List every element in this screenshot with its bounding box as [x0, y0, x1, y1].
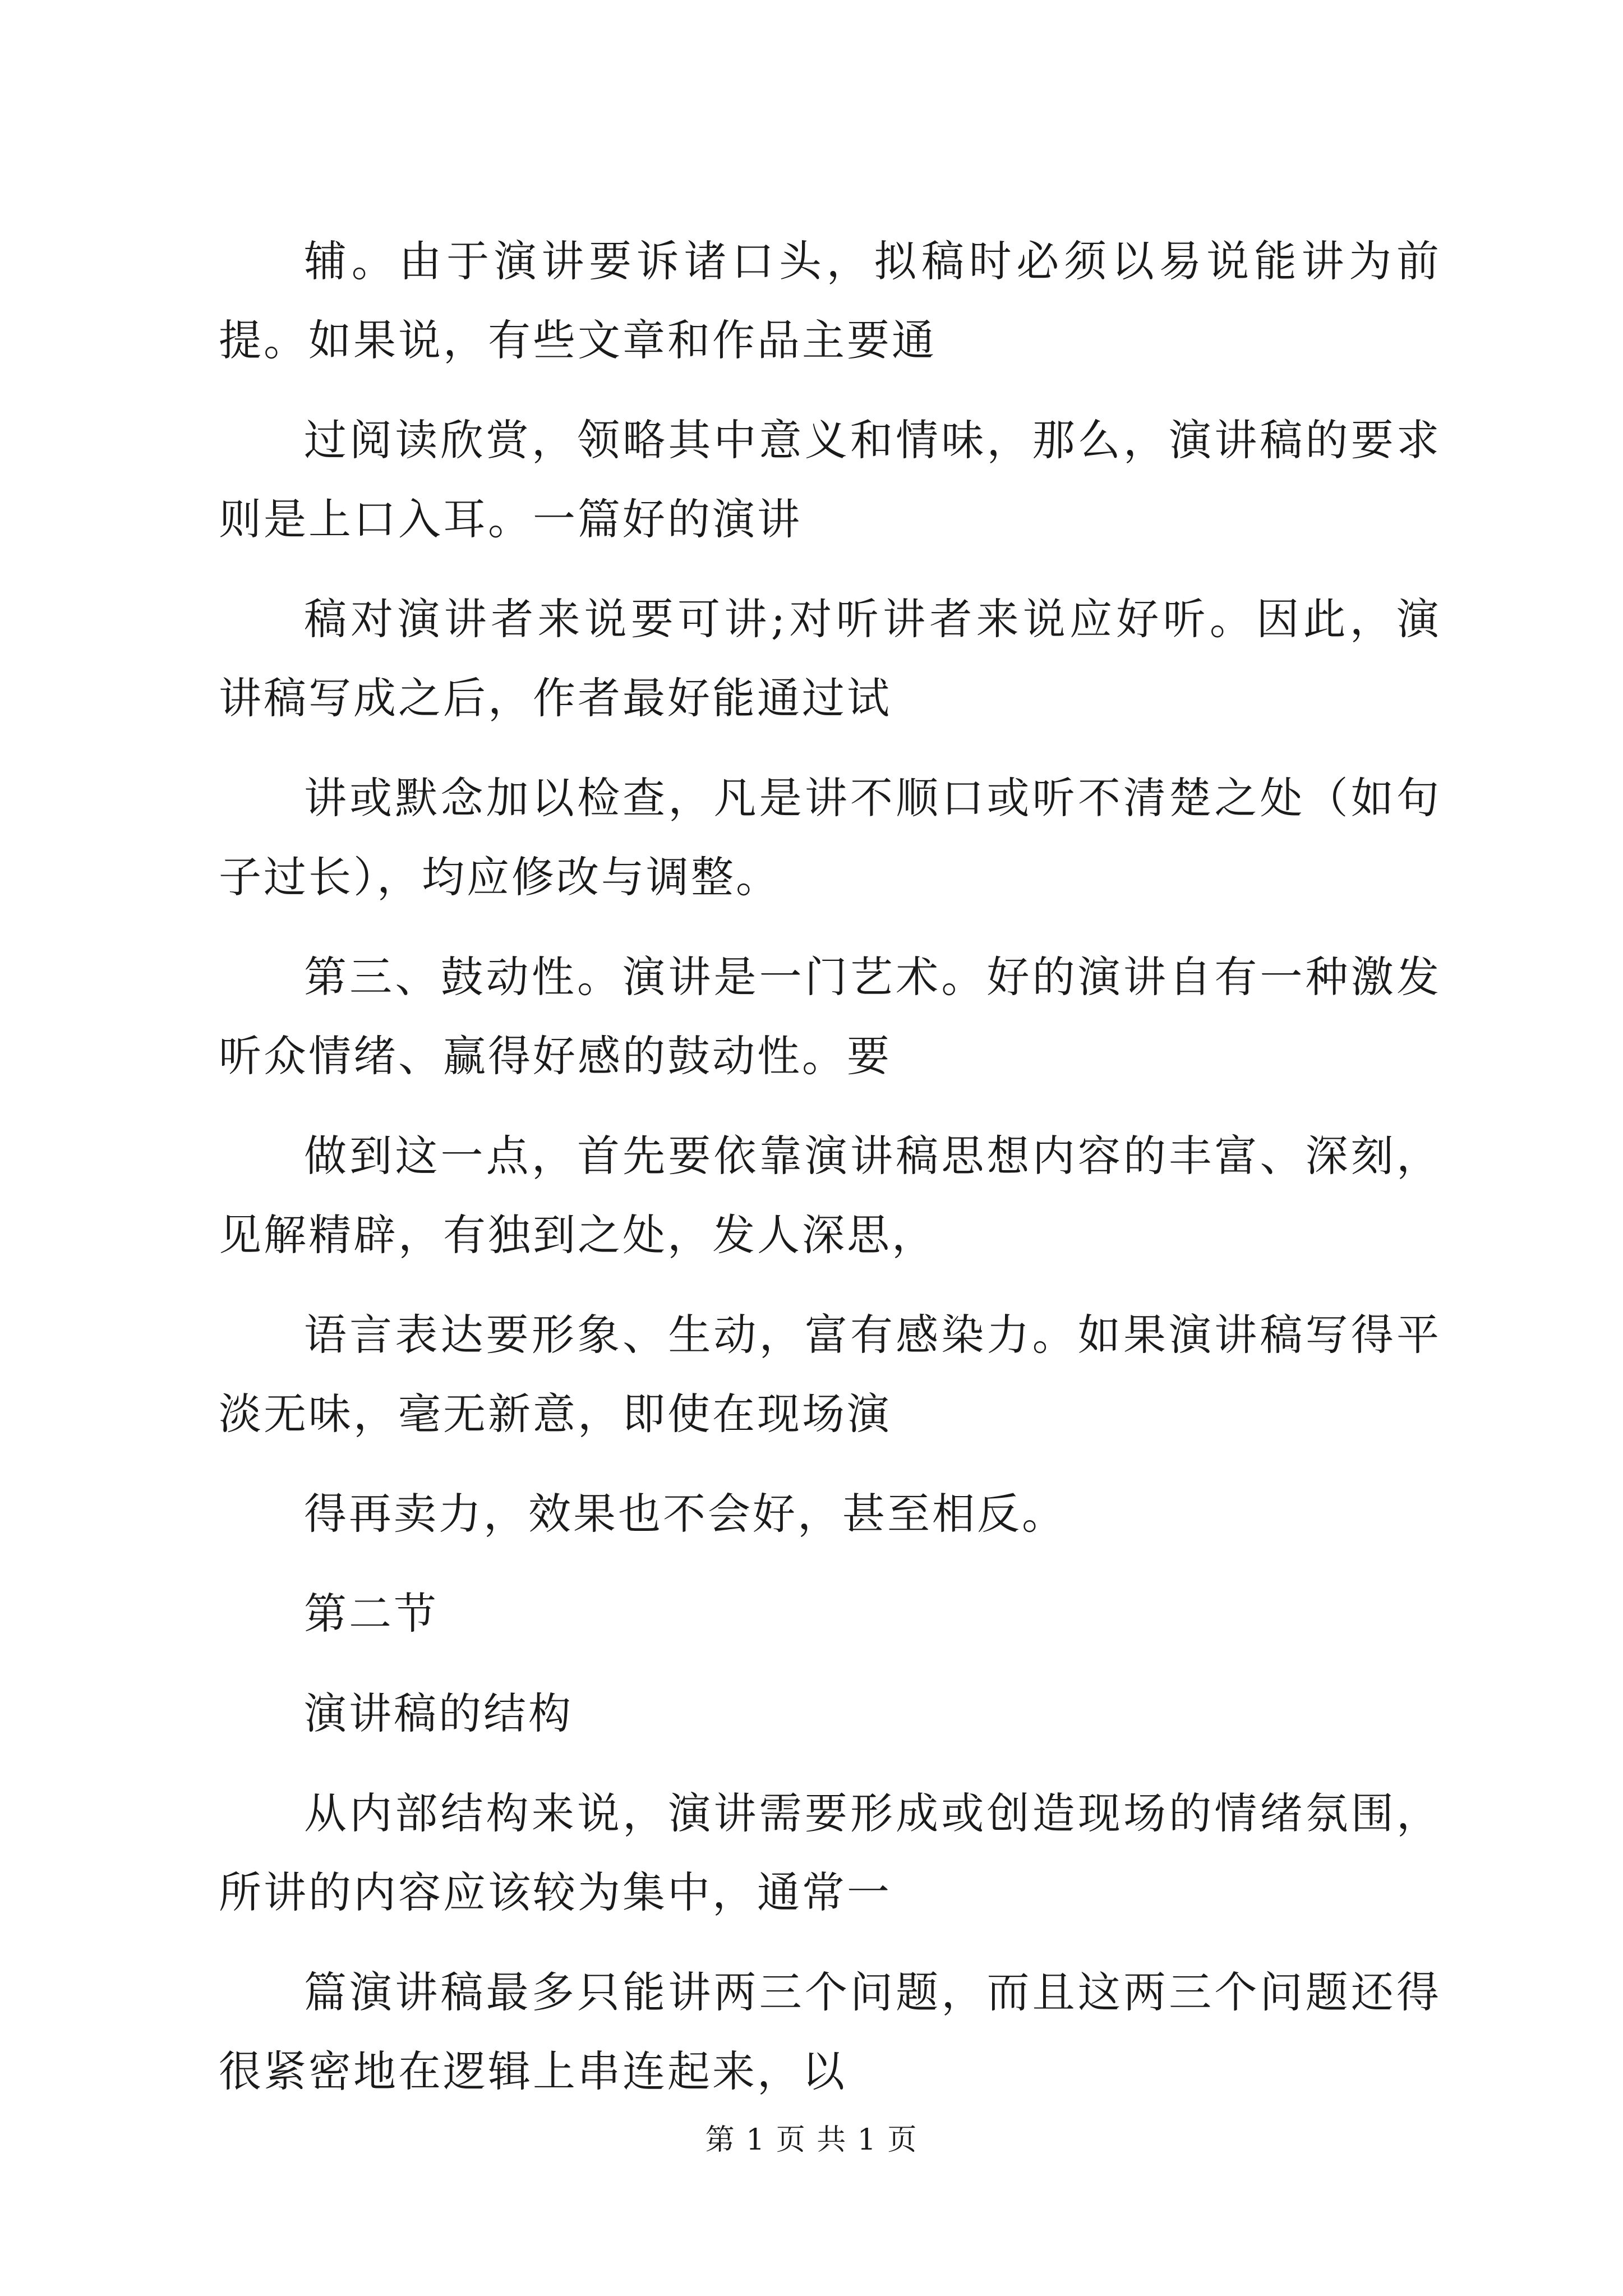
paragraph: 做到这一点，首先要依靠演讲稿思想内容的丰富、深刻，见解精辟，有独到之处，发人深思， [219, 1131, 1441, 1260]
paragraph: 第三、鼓动性。演讲是一门艺术。好的演讲自有一种激发听众情绪、赢得好感的鼓动性。要 [219, 952, 1441, 1081]
paragraph: 语言表达要形象、生动，富有感染力。如果演讲稿写得平淡无味，毫无新意，即使在现场演 [219, 1310, 1441, 1439]
paragraph: 辅。由于演讲要诉诸口头，拟稿时必须以易说能讲为前提。如果说，有些文章和作品主要通 [219, 236, 1441, 365]
paragraph: 稿对演讲者来说要可讲;对听讲者来说应好听。因此，演讲稿写成之后，作者最好能通过试 [219, 594, 1441, 723]
document-body [219, 222, 1441, 2132]
page-number-footer: 第 1 页 共 1 页 [705, 2123, 918, 2157]
section-title: 演讲稿的结构 [304, 1688, 573, 1738]
paragraph: 得再卖力，效果也不会好，甚至相反。 [304, 1489, 1067, 1539]
paragraph: 过阅读欣赏，领略其中意义和情味，那么，演讲稿的要求则是上口入耳。一篇好的演讲 [219, 415, 1441, 544]
paragraph: 讲或默念加以检查，凡是讲不顺口或听不清楚之处（如句子过长），均应修改与调整。 [219, 773, 1441, 902]
section-heading: 第二节 [304, 1589, 439, 1639]
paragraph: 篇演讲稿最多只能讲两三个问题，而且这两三个问题还得很紧密地在逻辑上串连起来，以 [219, 1967, 1441, 2096]
paragraph: 从内部结构来说，演讲需要形成或创造现场的情绪氛围，所讲的内容应该较为集中，通常一 [219, 1788, 1441, 1917]
